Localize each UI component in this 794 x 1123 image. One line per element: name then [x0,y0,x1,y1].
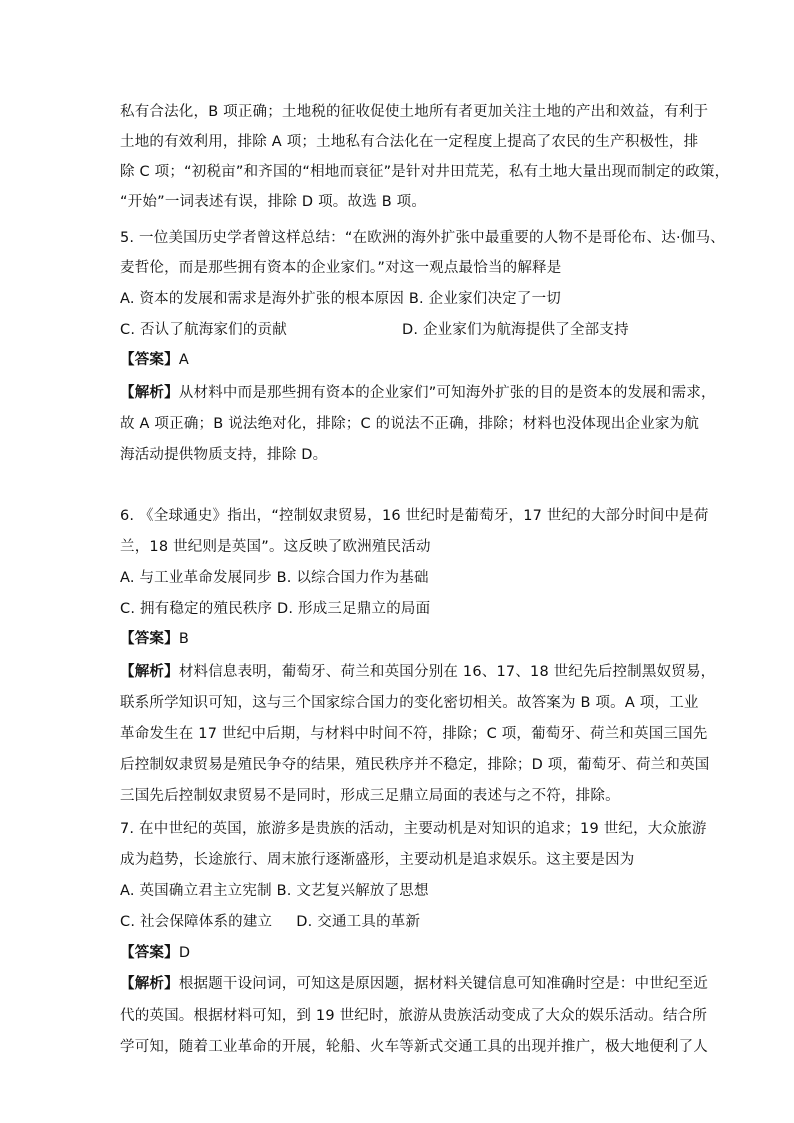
text-line: 革命发生在 17 世纪中后期，与材料中时间不符，排除；C 项，葡萄牙、荷兰和英国三国先 [120,726,708,742]
text-line: “开始”一词表述有误，排除 D 项。故选 B 项。 [120,194,427,210]
text-line: 土地的有效利用，排除 A 项；土地私有合法化在一定程度上提高了农民的生产积极性，排 [120,134,699,150]
text-line: 学可知，随着工业革命的开展，轮船、火车等新式交通工具的出现并推广，极大地便利了人 [120,1039,708,1055]
answer-7 [120,943,190,963]
question-6-options-cd: C. 拥有稳定的殖民秩序 D. 形成三足鼎立的局面 [120,601,431,617]
analysis-label: 【解析】 [120,976,179,992]
text-line: 三国先后控制奴隶贸易不是同时，形成三足鼎立局面的表述与之不符，排除。 [120,788,620,804]
text-line: 海活动提供物质支持，排除 D。 [120,447,328,463]
analysis-label: 【解析】 [120,664,179,680]
question-5-options-ab [120,289,561,309]
analysis-text: 根据题干设问词，可知这是原因题，据材料关键信息可知准确时空是：中世纪至近 [178,976,709,992]
question-7-stem: 7. 在中世纪的英国，旅游多是贵族的活动，主要动机是对知识的追求；19 世纪，大众旅游 [120,821,707,837]
answer-5 [120,350,189,370]
question-5-stem-cont: 麦哲伦，而是那些拥有资本的企业家们。”对这一观点最恰当的解释是 [120,260,562,276]
option-d: D. 企业家们为航海提供了全部支持 [402,322,629,338]
analysis-5 [120,383,716,403]
answer-label: 【答案】 [120,945,179,961]
question-7-options-cd: C. 社会保障体系的建立 D. 交通工具的革新 [120,914,421,930]
text-line: 代的英国。根据材料可知，到 19 世纪时，旅游从贵族活动变成了大众的娱乐活动。结合所 [120,1008,708,1024]
answer-label: 【答案】 [120,631,179,647]
question-6-options-ab: A. 与工业革命发展同步 B. 以综合国力作为基础 [120,570,429,586]
text-line: 联系所学知识可知，这与三个国家综合国力的变化密切相关。故答案为 B 项。A 项，工业 [120,695,699,711]
answer-6 [120,629,189,649]
answer-value: D [178,945,191,961]
analysis-7 [120,974,708,994]
analysis-6 [120,662,715,682]
answer-value: A [178,352,189,368]
answer-label: 【答案】 [120,352,179,368]
option-a: A. 资本的发展和需求是海外扩张的根本原因 [120,291,405,307]
answer-value: B [178,631,189,647]
analysis-text: 从材料中而是那些拥有资本的企业家们”可知海外扩张的目的是资本的发展和需求， [178,385,716,401]
text-line: 后控制奴隶贸易是殖民争夺的结果，殖民秩序并不稳定，排除；D 项，葡萄牙、荷兰和英国 [120,757,710,773]
text-line: 除 C 项；“初税亩”和齐国的“相地而衰征”是针对井田荒芜，私有土地大量出现而制定的政策， [120,164,730,180]
question-7-options-ab: A. 英国确立君主立宪制 B. 文艺复兴解放了思想 [120,883,429,899]
question-5-stem: 5. 一位美国历史学者曾这样总结：“在欧洲的海外扩张中最重要的人物不是哥伦布、达·伽马、 [120,230,725,246]
question-7-stem-cont: 成为趋势，长途旅行、周末旅行逐渐盛形，主要动机是追求娱乐。这主要是因为 [120,852,635,868]
analysis-text: 材料信息表明，葡萄牙、荷兰和英国分别在 16、17、18 世纪先后控制黑奴贸易， [178,664,716,680]
text-line: 故 A 项正确；B 说法绝对化，排除；C 的说法不正确，排除；材料也没体现出企业家为航 [120,416,700,432]
text-line: 私有合法化，B 项正确；土地税的征收促使土地所有者更加关注土地的产出和效益，有利于 [120,104,709,120]
option-b: B. 企业家们决定了一切 [408,291,561,307]
question-6-stem: 6. 《全球通史》指出，“控制奴隶贸易，16 世纪时是葡萄牙，17 世纪的大部分时间中是荷 [120,508,709,524]
question-5-options-cd [120,320,629,340]
analysis-label: 【解析】 [120,385,179,401]
question-6-stem-cont: 兰，18 世纪则是英国”。这反映了欧洲殖民活动 [120,539,431,555]
option-c: C. 否认了航海家们的贡献 [120,322,287,338]
